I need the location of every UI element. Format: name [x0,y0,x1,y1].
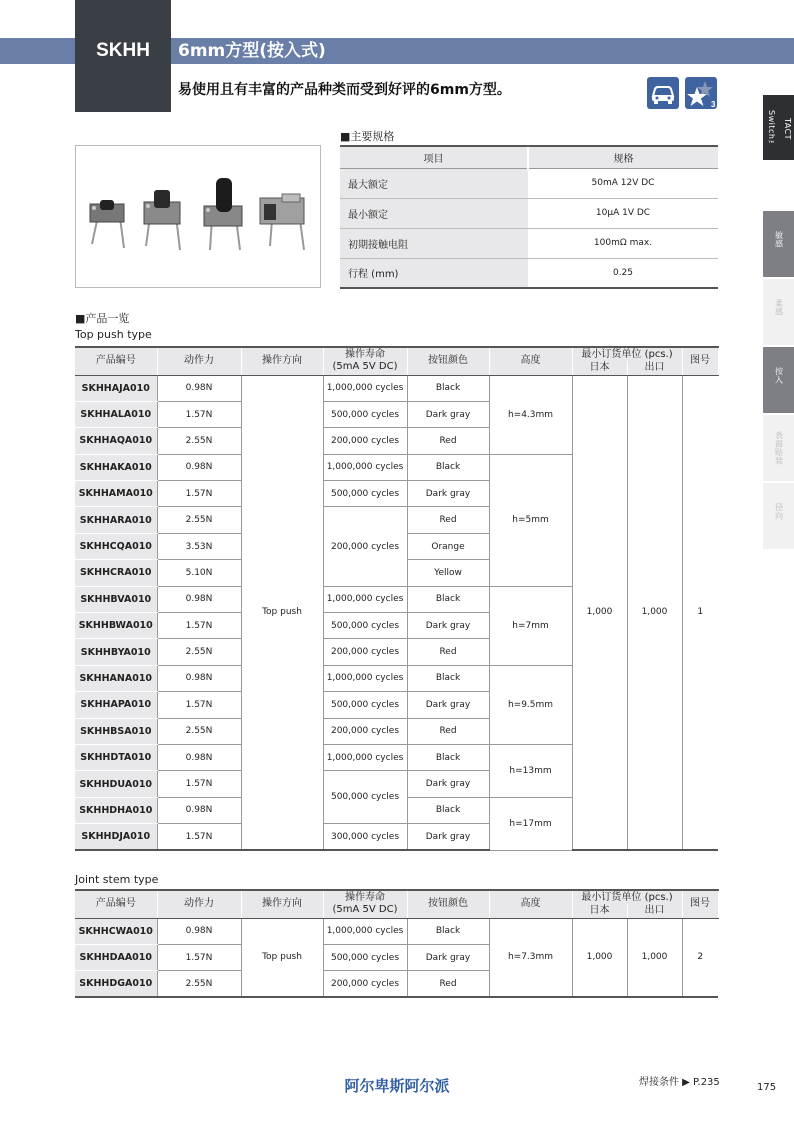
operating-force: 5.10N [157,560,241,586]
col-moq: 最小订货单位 (pcs.) [572,890,682,904]
part-number: SKHHDTA010 [75,744,157,770]
button-color: Black [407,918,489,944]
operating-life: 500,000 cycles [323,401,407,427]
col-moq-export: 出口 [627,361,682,375]
operating-life: 500,000 cycles [323,692,407,718]
spec-col-spec: 规格 [528,146,718,168]
spec-row: 初期接触电阻 100mΩ max. [340,228,718,258]
part-number: SKHHDHA010 [75,797,157,823]
part-number: SKHHAKA010 [75,454,157,480]
part-number: SKHHANA010 [75,665,157,691]
side-tab-sensitive[interactable]: 敏感 [763,211,794,277]
height: h=17mm [489,797,572,850]
col-life: 操作寿命 (5mA 5V DC) [323,347,407,375]
height: h=7.3mm [489,918,572,997]
operating-life: 500,000 cycles [323,481,407,507]
button-color: Black [407,586,489,612]
svg-text:3: 3 [711,100,716,109]
button-color: Red [407,428,489,454]
col-drawing: 图号 [682,890,718,918]
product-photo [75,145,321,288]
operating-force: 0.98N [157,586,241,612]
spec-row: 最大额定 50mA 12V DC [340,168,718,198]
button-color: Black [407,797,489,823]
top-push-table [75,346,719,851]
button-color: Black [407,665,489,691]
operating-force: 0.98N [157,665,241,691]
operating-force: 1.57N [157,944,241,970]
operating-force: 1.57N [157,824,241,850]
operating-life: 500,000 cycles [323,771,407,824]
button-color: Dark gray [407,692,489,718]
part-number: SKHHCQA010 [75,533,157,559]
joint-stem-table [75,889,719,998]
operating-force: 1.57N [157,771,241,797]
button-color: Black [407,454,489,480]
col-part-no: 产品编号 [75,890,157,918]
part-number: SKHHBYA010 [75,639,157,665]
col-color: 按钮颜色 [407,347,489,375]
operating-life: 200,000 cycles [323,718,407,744]
operating-life: 200,000 cycles [323,428,407,454]
col-part-no: 产品编号 [75,347,157,375]
spec-table [340,145,718,289]
drawing-number: 2 [682,918,718,997]
part-number: SKHHBWA010 [75,613,157,639]
side-tab-smd[interactable]: 表面贴装 [763,415,794,481]
button-color: Dark gray [407,401,489,427]
part-number: SKHHBVA010 [75,586,157,612]
part-number: SKHHDJA010 [75,824,157,850]
button-color: Dark gray [407,824,489,850]
height: h=7mm [489,586,572,665]
series-code: SKHH [96,40,150,61]
operating-force: 2.55N [157,639,241,665]
part-number: SKHHAMA010 [75,481,157,507]
spec-row: 行程 (mm) 0.25 [340,258,718,288]
operating-force: 0.98N [157,918,241,944]
part-number: SKHHAJA010 [75,375,157,401]
part-number: SKHHDUA010 [75,771,157,797]
spec-heading: ■主要规格 [340,130,395,143]
button-color: Black [407,375,489,401]
button-color: Red [407,639,489,665]
operating-life: 1,000,000 cycles [323,665,407,691]
joint-stem-label: Joint stem type [75,873,159,886]
col-life: 操作寿命 (5mA 5V DC) [323,890,407,918]
button-color: Red [407,971,489,997]
button-color: Dark gray [407,613,489,639]
moq-japan: 1,000 [572,375,627,850]
operating-force: 1.57N [157,401,241,427]
operating-life: 1,000,000 cycles [323,454,407,480]
operating-force: 1.57N [157,692,241,718]
operating-life: 1,000,000 cycles [323,586,407,612]
operating-force: 0.98N [157,375,241,401]
table-row [75,918,718,944]
operating-direction: Top push [241,918,323,997]
part-number: SKHHDAA010 [75,944,157,970]
operating-force: 2.55N [157,428,241,454]
part-number: SKHHCRA010 [75,560,157,586]
button-color: Dark gray [407,771,489,797]
part-number: SKHHDGA010 [75,971,157,997]
button-color: Orange [407,533,489,559]
operating-life: 1,000,000 cycles [323,375,407,401]
col-force: 动作力 [157,347,241,375]
table-row [75,375,718,401]
button-color: Dark gray [407,944,489,970]
soldering-conditions-link[interactable]: 焊接条件 ▶ P.235 [639,1077,720,1088]
part-number: SKHHCWA010 [75,918,157,944]
operating-life: 200,000 cycles [323,507,407,586]
operating-life: 200,000 cycles [323,971,407,997]
button-color: Dark gray [407,481,489,507]
button-color: Black [407,744,489,770]
operating-force: 2.55N [157,718,241,744]
button-color: Yellow [407,560,489,586]
col-force: 动作力 [157,890,241,918]
spec-row: 最小额定 10μA 1V DC [340,198,718,228]
operating-force: 2.55N [157,971,241,997]
operating-life: 1,000,000 cycles [323,744,407,770]
star-3-icon [685,77,717,109]
col-moq-japan: 日本 [572,904,627,918]
operating-force: 3.53N [157,533,241,559]
part-number: SKHHBSA010 [75,718,157,744]
col-moq: 最小订货单位 (pcs.) [572,347,682,361]
col-color: 按钮颜色 [407,890,489,918]
operating-force: 1.57N [157,613,241,639]
operating-life: 1,000,000 cycles [323,918,407,944]
col-height: 高度 [489,347,572,375]
col-drawing: 图号 [682,347,718,375]
spec-col-item: 项目 [340,146,528,168]
page-number: 175 [757,1082,777,1093]
part-number: SKHHALA010 [75,401,157,427]
button-color: Red [407,507,489,533]
moq-japan: 1,000 [572,918,627,997]
car-icon [647,77,679,109]
operating-life: 500,000 cycles [323,944,407,970]
tagline: 易使用且有丰富的产品种类而受到好评的6mm方型。 [178,82,511,98]
height: h=9.5mm [489,665,572,744]
part-number: SKHHARA010 [75,507,157,533]
drawing-number: 1 [682,375,718,850]
height: h=13mm [489,744,572,797]
col-moq-japan: 日本 [572,361,627,375]
side-tab-tact-switch[interactable]: TACT Switch™ [763,95,794,160]
moq-export: 1,000 [627,918,682,997]
operating-force: 0.98N [157,797,241,823]
height: h=4.3mm [489,375,572,454]
operating-direction: Top push [241,375,323,850]
operating-life: 500,000 cycles [323,613,407,639]
product-list-heading: ■产品一览 [75,312,130,325]
page-title: 6mm方型(按入式) [178,41,326,61]
col-height: 高度 [489,890,572,918]
col-direction: 操作方向 [241,347,323,375]
button-color: Red [407,718,489,744]
part-number: SKHHAQA010 [75,428,157,454]
operating-life: 200,000 cycles [323,639,407,665]
col-direction: 操作方向 [241,890,323,918]
footer-brand: 阿尔卑斯阿尔派 [344,1077,450,1095]
operating-force: 0.98N [157,454,241,480]
operating-force: 1.57N [157,481,241,507]
moq-export: 1,000 [627,375,682,850]
side-tab-push[interactable]: 按入 [763,347,794,413]
top-push-label: Top push type [75,328,152,341]
col-moq-export: 出口 [627,904,682,918]
side-tab-soft[interactable]: 柔感 [763,279,794,345]
part-number: SKHHAPA010 [75,692,157,718]
operating-life: 300,000 cycles [323,824,407,850]
operating-force: 0.98N [157,744,241,770]
operating-force: 2.55N [157,507,241,533]
height: h=5mm [489,454,572,586]
side-tab-radial[interactable]: 径向 [763,483,794,549]
